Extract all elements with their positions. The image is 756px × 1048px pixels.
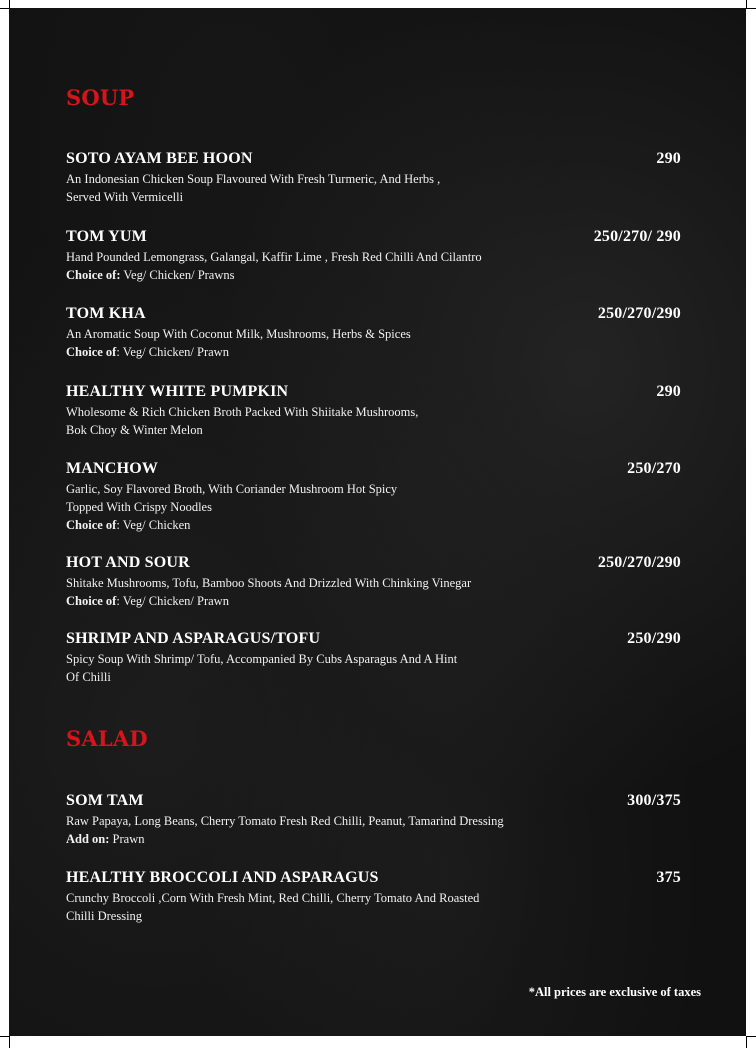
item-price: 250/290: [627, 630, 681, 647]
item-choice: [66, 343, 681, 361]
description-line: Wholesome & Rich Chicken Broth Packed With Shiitake Mushrooms,: [66, 405, 419, 419]
description-line: Crunchy Broccoli ,Corn With Fresh Mint, Red Chilli, Cherry Tomato And Roasted: [66, 891, 480, 905]
description-line: Raw Papaya, Long Beans, Cherry Tomato Fresh Red Chilli, Peanut, Tamarind Dressing: [66, 814, 504, 828]
item-price: 290: [656, 383, 681, 400]
item-choice: [66, 266, 681, 284]
item-choice: [66, 516, 681, 534]
description-line: Served With Vermicelli: [66, 190, 184, 204]
choice-value: : Veg/ Chicken: [116, 518, 191, 532]
menu-item-soto-ayam-bee-hoon: [66, 150, 681, 206]
crop-mark: [0, 1036, 9, 1037]
description-line: An Indonesian Chicken Soup Flavoured With Fresh Turmeric, And Herbs ,: [66, 172, 441, 186]
item-description: [66, 812, 626, 830]
description-line: Hand Pounded Lemongrass, Galangal, Kaffir Lime , Fresh Red Chilli And Cilantro: [66, 250, 482, 264]
item-name: HEALTHY WHITE PUMPKIN: [66, 383, 289, 400]
description-line: Chilli Dressing: [66, 909, 143, 923]
item-description: [66, 480, 566, 516]
item-price: 250/270: [627, 460, 681, 477]
item-choice: [66, 830, 681, 848]
section-title-soup: SOUP: [66, 85, 135, 110]
price-footnote: *All prices are exclusive of taxes: [528, 985, 701, 999]
menu-item-manchow: [66, 460, 681, 534]
choice-label: Choice of:: [66, 268, 121, 282]
description-line: Garlic, Soy Flavored Broth, With Coriander Mushroom Hot Spicy: [66, 482, 398, 496]
choice-value: : Veg/ Chicken/ Prawn: [116, 345, 229, 359]
description-line: Topped With Crispy Noodles: [66, 500, 212, 514]
choice-label: Choice of: [66, 518, 117, 532]
item-description: [66, 403, 566, 439]
menu-item-healthy-broccoli-and-asparagus: [66, 869, 681, 925]
item-price: 375: [656, 869, 681, 886]
item-name: HOT AND SOUR: [66, 554, 190, 571]
item-price: 250/270/ 290: [593, 228, 681, 245]
menu-item-tom-kha: [66, 305, 681, 361]
item-description: [66, 170, 566, 206]
section-title-salad: SALAD: [66, 726, 148, 751]
item-name: SOTO AYAM BEE HOON: [66, 150, 253, 167]
item-choice: [66, 592, 681, 610]
menu-item-tom-yum: [66, 228, 681, 284]
menu-item-hot-and-sour: [66, 554, 681, 610]
crop-mark: [9, 0, 10, 8]
item-price: 250/270/290: [597, 554, 681, 571]
description-line: Shitake Mushrooms, Tofu, Bamboo Shoots And Drizzled With Chinking Vinegar: [66, 576, 472, 590]
item-description: [66, 650, 606, 686]
item-description: [66, 248, 626, 266]
item-description: [66, 325, 566, 343]
choice-value: Prawn: [109, 832, 145, 846]
item-price: 290: [656, 150, 681, 167]
item-name: TOM KHA: [66, 305, 146, 322]
item-name: SOM TAM: [66, 792, 144, 809]
choice-value: : Veg/ Chicken/ Prawn: [116, 594, 229, 608]
choice-value: Veg/ Chicken/ Prawns: [120, 268, 235, 282]
item-name: HEALTHY BROCCOLI AND ASPARAGUS: [66, 869, 379, 886]
item-name: MANCHOW: [66, 460, 159, 477]
crop-mark: [746, 8, 756, 9]
crop-mark: [746, 1036, 756, 1037]
item-price: 300/375: [627, 792, 681, 809]
menu-item-healthy-white-pumpkin: [66, 383, 681, 439]
crop-mark: [9, 1036, 10, 1048]
item-price: 250/270/290: [597, 305, 681, 322]
choice-label: Add on:: [66, 832, 110, 846]
item-name: TOM YUM: [66, 228, 147, 245]
item-name: SHRIMP AND ASPARAGUS/TOFU: [66, 630, 321, 647]
item-description: [66, 574, 626, 592]
description-line: Spicy Soup With Shrimp/ Tofu, Accompanied By Cubs Asparagus And A Hint: [66, 652, 458, 666]
item-description: [66, 889, 606, 925]
menu-page: [9, 8, 746, 1036]
choice-label: Choice of: [66, 345, 117, 359]
crop-mark: [0, 8, 9, 9]
description-line: Of Chilli: [66, 670, 111, 684]
choice-label: Choice of: [66, 594, 117, 608]
crop-mark: [746, 0, 747, 8]
menu-item-som-tam: [66, 792, 681, 848]
menu-item-shrimp-and-asparagus-tofu: [66, 630, 681, 686]
crop-mark: [746, 1036, 747, 1048]
description-line: An Aromatic Soup With Coconut Milk, Mushrooms, Herbs & Spices: [66, 327, 411, 341]
description-line: Bok Choy & Winter Melon: [66, 423, 203, 437]
